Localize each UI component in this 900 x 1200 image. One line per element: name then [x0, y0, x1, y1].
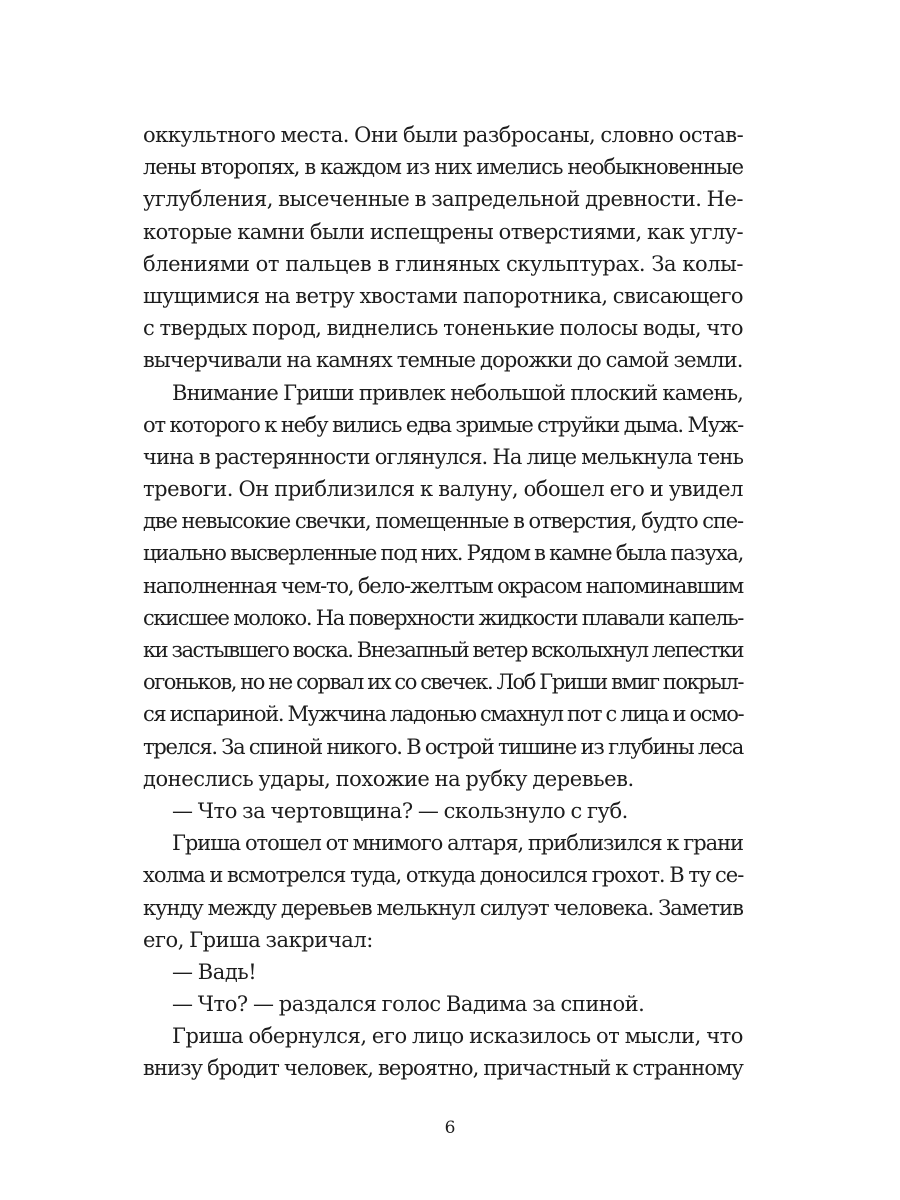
- text-line: вычерчивали на камнях темные дорожки до самой земли.: [143, 348, 743, 373]
- text-line: шущимися на ветру хвостами папоротника, свисающего: [143, 283, 743, 308]
- text-line: оккультного места. Они были разбросаны, словно остав-: [143, 123, 744, 147]
- paragraph: [143, 956, 743, 988]
- book-page-text: [143, 119, 743, 1085]
- text-line: циально высверленные под них. Рядом в камне была пазуха,: [143, 541, 743, 566]
- text-line: от которого к небу вились едва зримые струйки дыма. Муж-: [143, 412, 743, 437]
- text-line: блениями от пальцев в глиняных скульптурах. За колы-: [143, 251, 743, 276]
- text-line: внизу бродит человек, вероятно, причастный к странному: [143, 1056, 743, 1081]
- text-line: холма и всмотрелся туда, откуда доносился грохот. В ту се-: [143, 863, 744, 888]
- page-number: 6: [444, 1118, 456, 1138]
- text-line: Внимание Гриши привлек небольшой плоский камень,: [172, 380, 743, 405]
- paragraph: [143, 1020, 743, 1084]
- text-line: Гриша отошел от мнимого алтаря, приблизился к грани: [172, 831, 743, 856]
- paragraph: [143, 988, 743, 1020]
- text-line: тревоги. Он приблизился к валуну, обошел его и увидел: [143, 477, 743, 502]
- text-line: его, Гриша закричал:: [143, 927, 373, 952]
- paragraph: [143, 827, 743, 956]
- text-line: Гриша обернулся, его лицо исказилось от мысли, что: [172, 1024, 743, 1049]
- text-line: трелся. За спиной никого. В острой тишине из глубины леса: [143, 734, 743, 759]
- text-line: огоньков, но не сорвал их со свечек. Лоб Гриши вмиг покрыл-: [143, 670, 743, 695]
- text-line: скисшее молоко. На поверхности жидкости плавали капель-: [143, 605, 743, 630]
- text-line: кунду между деревьев мелькнул силуэт человека. Заметив: [143, 895, 743, 920]
- text-line: чина в растерянности оглянулся. На лице мелькнула тень: [143, 444, 743, 469]
- text-line: ки застывшего воска. Внезапный ветер всколыхнул лепестки: [143, 638, 743, 662]
- text-line: — Что? — раздался голос Вадима за спиной.: [172, 992, 645, 1017]
- text-line: которые камни были испещрены отверстиями, как углу-: [143, 219, 743, 244]
- text-line: наполненная чем-то, бело-желтым окрасом напоминавшим: [143, 573, 743, 598]
- paragraph: [143, 119, 743, 377]
- text-line: две невысокие свечки, помещенные в отверстия, будто спе-: [143, 509, 743, 534]
- paragraph: [143, 377, 743, 795]
- text-line: донеслись удары, похожие на рубку деревьев.: [143, 766, 634, 791]
- text-line: углубления, высеченные в запредельной древности. Не-: [143, 187, 743, 212]
- text-line: — Вадь!: [172, 959, 257, 984]
- text-line: — Что за чертовщина? — скользнуло с губ.: [172, 798, 628, 823]
- text-line: с твердых пород, виднелись тоненькие полосы воды, что: [143, 316, 743, 341]
- paragraph: [143, 795, 743, 827]
- text-line: лены второпях, в каждом из них имелись необыкновенные: [143, 155, 743, 180]
- text-line: ся испариной. Мужчина ладонью смахнул пот с лица и осмо-: [143, 702, 744, 727]
